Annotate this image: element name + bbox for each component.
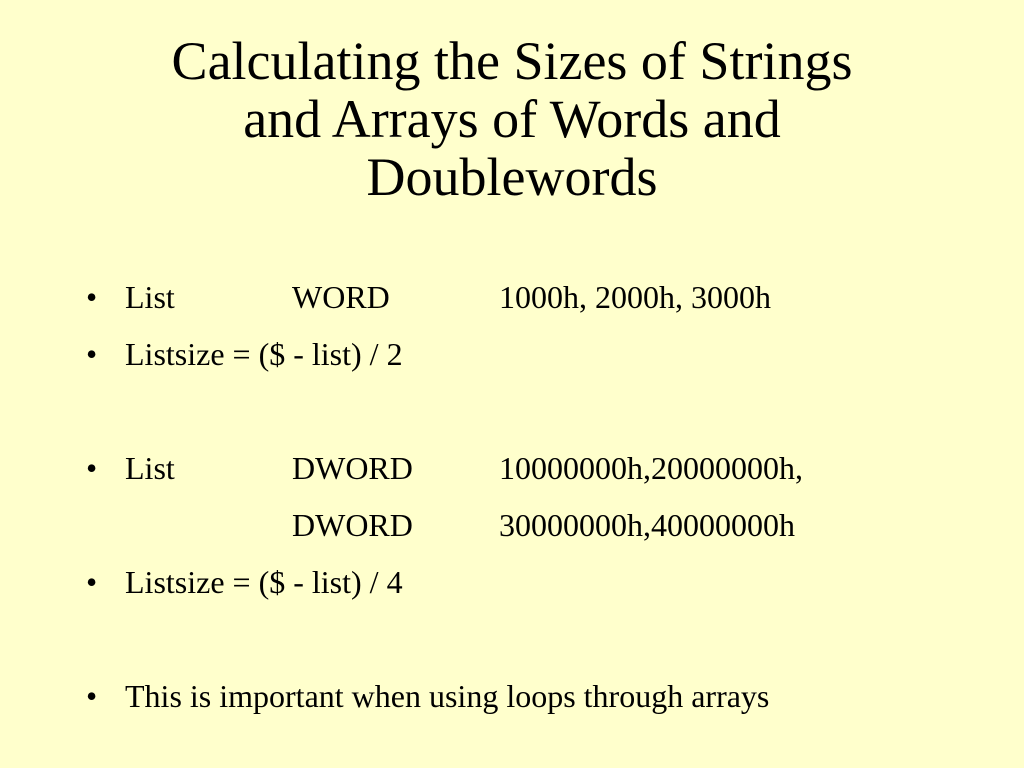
title-line-1: Calculating the Sizes of Strings xyxy=(171,31,853,91)
listsize-formula: Listsize = ($ - list) / 2 xyxy=(125,336,403,372)
dword-values: 30000000h,40000000h xyxy=(499,507,795,543)
bullet-item-note xyxy=(0,676,1000,716)
bullet-icon: • xyxy=(86,279,98,315)
word-values: 1000h, 2000h, 3000h xyxy=(499,279,771,315)
list-label: List xyxy=(125,279,175,315)
bullet-icon: • xyxy=(86,450,98,486)
list-label: List xyxy=(125,450,175,486)
title-line-3: Doublewords xyxy=(366,147,658,207)
type-dword: DWORD xyxy=(292,450,413,486)
bullet-item-listsize-word xyxy=(0,334,1000,374)
title-line-2: and Arrays of Words and xyxy=(243,89,781,149)
type-word: WORD xyxy=(292,279,390,315)
bullet-item-listsize-dword xyxy=(0,562,1000,602)
listsize-formula: Listsize = ($ - list) / 4 xyxy=(125,564,403,600)
bullet-icon: • xyxy=(86,564,98,600)
bullet-icon: • xyxy=(86,678,98,714)
dword-values: 10000000h,20000000h, xyxy=(499,450,803,486)
bullet-item-word-list xyxy=(0,277,1000,317)
note-text: This is important when using loops through arrays xyxy=(125,678,770,714)
slide-title xyxy=(60,32,964,206)
type-dword: DWORD xyxy=(292,507,413,543)
dword-continuation-line xyxy=(0,505,1000,545)
bullet-icon: • xyxy=(86,336,98,372)
bullet-item-dword-list xyxy=(0,448,1000,488)
